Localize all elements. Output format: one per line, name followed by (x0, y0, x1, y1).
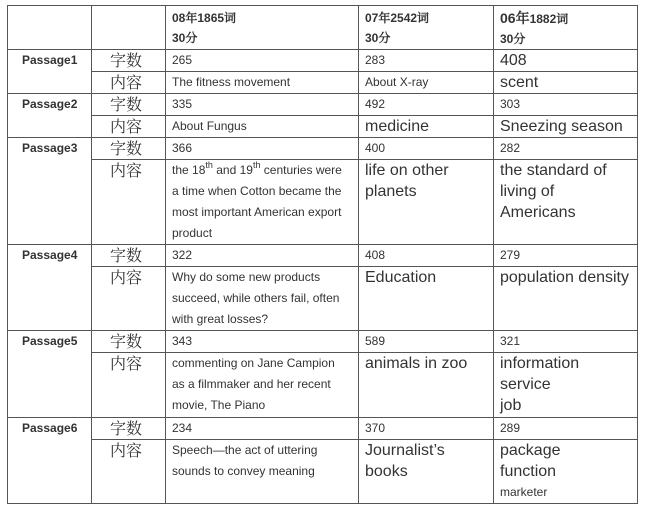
content-line: Speech—the act of uttering (172, 443, 318, 457)
passage-name: Passage2 (8, 94, 92, 138)
count-cell: 322 (166, 245, 359, 267)
passage5-content-row (8, 353, 638, 418)
count-cell: 321 (494, 331, 638, 353)
content-cell: medicine (359, 116, 494, 138)
content-line: most important American export (172, 205, 342, 219)
content-line: marketer (500, 485, 548, 499)
passage-name: Passage3 (8, 138, 92, 245)
passage4-content-row (8, 267, 638, 331)
content-cell: Education (359, 267, 494, 331)
header-2006 (494, 6, 638, 50)
content-cell: The fitness movement (166, 72, 359, 94)
passage1-count-row (8, 50, 638, 72)
passage1-content-row (8, 72, 638, 94)
passage-name: Passage1 (8, 50, 92, 94)
count-cell: 282 (494, 138, 638, 160)
passage3-content-row (8, 160, 638, 245)
header-2006-count: 1882词 (529, 12, 569, 26)
header-2006-score: 30分 (500, 32, 526, 46)
content-line: Americans (500, 204, 576, 221)
content-line (172, 160, 358, 181)
content-cell: animals in zoo (359, 353, 494, 418)
count-cell: 492 (359, 94, 494, 116)
count-cell: 370 (359, 418, 494, 440)
content-line: a time when Cotton became the (172, 184, 342, 198)
header-row (8, 6, 638, 50)
content-line: planets (365, 183, 417, 200)
header-2008-words: 08年1865词 (172, 11, 237, 25)
content-cell: Sneezing season (494, 116, 638, 138)
header-2008-score: 30分 (172, 31, 198, 45)
content-line: movie, The Piano (172, 398, 266, 412)
passage2-count-row (8, 94, 638, 116)
content-cell: population density (494, 267, 638, 331)
count-label: 字数 (92, 138, 166, 160)
content-cell (359, 440, 494, 504)
content-cell (166, 353, 359, 418)
count-label: 字数 (92, 331, 166, 353)
content-cell: scent (494, 72, 638, 94)
empty-corner-cell (8, 6, 92, 50)
header-2007 (359, 6, 494, 50)
content-label: 内容 (92, 267, 166, 331)
content-cell (494, 160, 638, 245)
content-line: function (500, 463, 557, 480)
content-line: Why do some new products (172, 270, 321, 284)
superscript: th (252, 160, 261, 170)
content-cell: About Fungus (166, 116, 359, 138)
count-label: 字数 (92, 94, 166, 116)
passage2-content-row (8, 116, 638, 138)
content-cell (166, 440, 359, 504)
content-cell (359, 160, 494, 245)
content-line: with great losses? (172, 312, 269, 326)
content-line: information (500, 355, 580, 372)
passage5-count-row (8, 331, 638, 353)
content-cell (166, 267, 359, 331)
content-line: product (172, 226, 213, 240)
passage-name: Passage5 (8, 331, 92, 418)
content-cell: About X-ray (359, 72, 494, 94)
content-line: as a filmmaker and her recent (172, 377, 331, 391)
count-cell: 400 (359, 138, 494, 160)
count-cell: 408 (494, 50, 638, 72)
content-label: 内容 (92, 116, 166, 138)
content-line: commenting on Jane Campion (172, 356, 335, 370)
content-label: 内容 (92, 353, 166, 418)
content-line: Journalist’s (365, 442, 445, 459)
passage6-content-row (8, 440, 638, 504)
count-cell: 335 (166, 94, 359, 116)
header-2007-words: 07年2542词 (365, 11, 430, 25)
content-line: living of (500, 183, 555, 200)
count-cell: 366 (166, 138, 359, 160)
count-cell: 283 (359, 50, 494, 72)
count-cell: 343 (166, 331, 359, 353)
content-line: succeed, while others fail, often (172, 291, 340, 305)
empty-label-cell (92, 6, 166, 50)
count-cell: 289 (494, 418, 638, 440)
count-cell: 589 (359, 331, 494, 353)
passage3-count-row (8, 138, 638, 160)
content-label: 内容 (92, 160, 166, 245)
content-line: the standard of (500, 162, 607, 179)
superscript: th (205, 160, 213, 170)
content-label: 内容 (92, 72, 166, 94)
content-line: job (500, 397, 522, 414)
text-fragment: the 18 (172, 163, 206, 177)
count-cell: 408 (359, 245, 494, 267)
content-cell (166, 160, 359, 245)
content-cell (494, 440, 638, 504)
header-2008 (166, 6, 359, 50)
header-2006-words (500, 8, 637, 29)
header-2007-score: 30分 (365, 31, 391, 45)
content-line: package (500, 442, 561, 459)
count-cell: 234 (166, 418, 359, 440)
passage4-count-row (8, 245, 638, 267)
content-line: life on other (365, 162, 449, 179)
content-line: books (365, 463, 408, 480)
passage-name: Passage4 (8, 245, 92, 331)
count-label: 字数 (92, 50, 166, 72)
passage-name: Passage6 (8, 418, 92, 504)
content-line: sounds to convey meaning (172, 464, 315, 478)
header-2006-year: 06年 (500, 10, 530, 26)
count-cell: 265 (166, 50, 359, 72)
count-label: 字数 (92, 245, 166, 267)
passage-table (7, 5, 638, 504)
content-label: 内容 (92, 440, 166, 504)
count-cell: 279 (494, 245, 638, 267)
count-label: 字数 (92, 418, 166, 440)
text-fragment: centuries were (260, 163, 342, 177)
count-cell: 303 (494, 94, 638, 116)
content-line: service (500, 376, 551, 393)
text-fragment: and 19 (212, 163, 253, 177)
passage6-count-row (8, 418, 638, 440)
content-cell (494, 353, 638, 418)
